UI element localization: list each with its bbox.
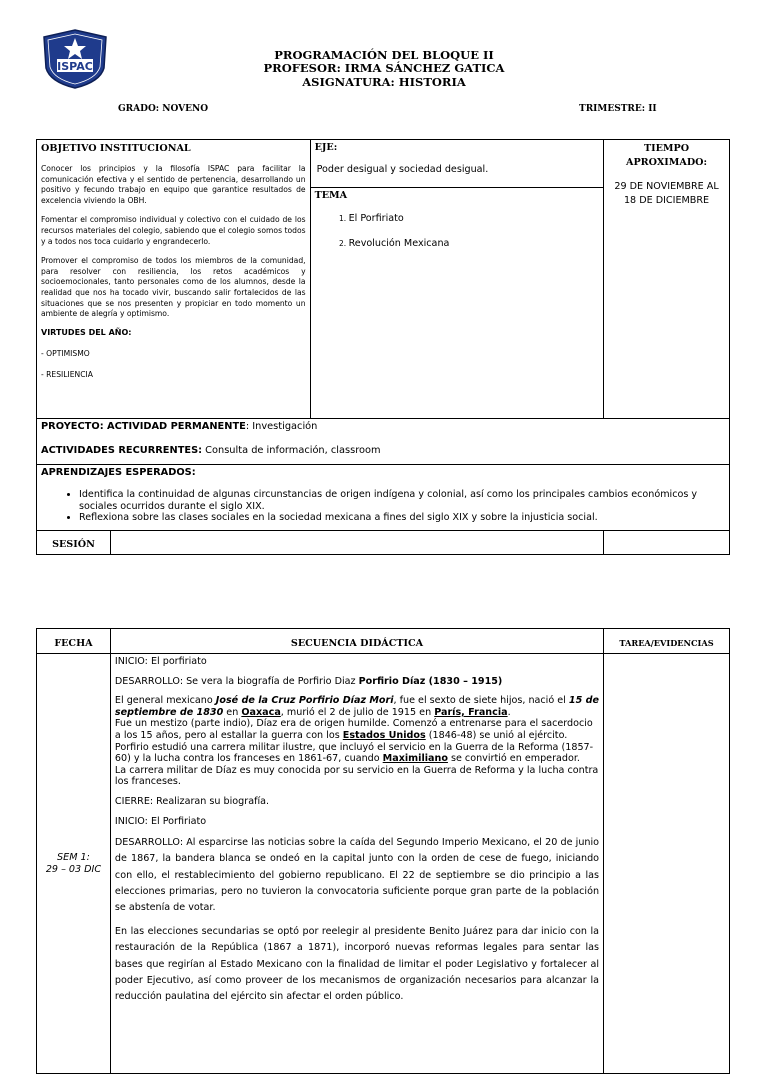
- grado-label: GRADO: NOVENO: [118, 104, 209, 114]
- virtud-resiliencia: - RESILIENCIA: [41, 369, 93, 379]
- bio-paragraph-2: Fue un mestizo (parte indio), Díaz era de origen humilde. Comenzó a entrenarse para el sacerdocio a los 15 años, pero al estallar la guerra con los Estados Unidos (1846-48) se unió al ejército.: [114, 718, 593, 741]
- tiempo-cell: [604, 140, 730, 419]
- col-tarea-label: TAREA/EVIDENCIAS: [619, 638, 714, 648]
- aprendizajes-list: [41, 489, 725, 524]
- desarrollo-2: DESARROLLO: Al esparcirse las noticias sobre la caída del Segundo Imperio Mexicano, el 20 de junio de 1867, la bandera blanca se ondeó en la capital junto con la orden de cese de fuego, iniciando con ello, el restablecimiento del gobierno republicano. El 22 de septiembre se dio principio a las elecciones primarias, pero no tuvieron la convocatoria suficiente porque gran parte de la población se abstenía de votar.: [114, 837, 600, 913]
- bio-paragraph-3: Porfirio estudió una carrera militar ilustre, que incluyó el servicio en la Guerra de la Reforma (1857-60) y la lucha contra los franceses en 1861-67, cuando Maximiliano se convirtió en emperador.: [114, 741, 594, 765]
- fecha-sem: SEM 1:: [57, 851, 90, 863]
- aprendizajes-heading: APRENDIZAJES ESPERADOS:: [41, 467, 196, 478]
- objetivo-heading: OBJETIVO INSTITUCIONAL: [41, 143, 191, 154]
- header-title-1: PROGRAMACIÓN DEL BLOQUE II: [274, 48, 494, 62]
- cierre-1: CIERRE: Realizaran su biografía.: [114, 795, 270, 807]
- actividades-label: ACTIVIDADES RECURRENTES:: [41, 445, 203, 456]
- tiempo-heading-1: TIEMPO: [643, 143, 690, 154]
- sequence-table: [36, 628, 730, 1074]
- proyecto-cell: [37, 419, 730, 465]
- col-tarea-header: [604, 629, 730, 654]
- sesion-cell: [37, 531, 111, 555]
- header-title-2: PROFESOR: IRMA SÁNCHEZ GATICA: [263, 61, 505, 75]
- aprendizaje-item-1: • Identifica la continuidad de algunas circunstancias de origen indígena y colonial, así como los principales cambios económicos y sociales ocurridos durante el siglo XIX.: [79, 489, 725, 512]
- aprendizaje-item-2: • Reflexiona sobre las clases sociales en la sociedad mexicana a fines del siglo XIX y sobre la injusticia social.: [79, 512, 725, 524]
- sesion-empty-cell-2: [604, 531, 730, 555]
- bio-paragraph-4: La carrera militar de Díaz es muy conocida por su servicio en la Guerra de Reforma y la lucha contra los franceses.: [114, 764, 599, 788]
- planning-table: [36, 139, 730, 555]
- col-fecha-header: [37, 629, 111, 654]
- virtud-optimismo: - OPTIMISMO: [41, 348, 90, 358]
- tema-item-revolucion: 2. Revolución Mexicana: [349, 231, 600, 256]
- logo-text: ISPAC: [57, 60, 93, 73]
- col-secuencia-header: [110, 629, 603, 654]
- desarrollo-1: DESARROLLO: Se vera la biografía de Porfirio Diaz Porfirio Díaz (1830 – 1915): [114, 675, 503, 687]
- eje-heading: EJE:: [314, 142, 338, 153]
- tema-section: [311, 188, 604, 258]
- fecha-cell: [37, 654, 111, 1074]
- inicio-2: INICIO: El Porfiriato: [114, 815, 207, 827]
- sesion-label: SESIÓN: [52, 539, 95, 550]
- tiempo-text-1: 29 DE NOVIEMBRE AL: [614, 181, 719, 192]
- tema-list: [315, 206, 600, 256]
- inicio-1: INICIO: El porfiriato: [114, 656, 207, 667]
- objetivo-paragraph-3: Promover el compromiso de todos los miembros de la comunidad, para resolver con resiliencia, los retos académicos y socioemocionales, tanto personales como de los alumnos, desde la realidad que nos ha tocado vivir, buscando salir fortalecidos de las situaciones que se nos presenten y propiciar en todo momento un ambiente de alegría y optimismo.: [41, 256, 306, 319]
- tema-heading: TEMA: [314, 190, 348, 201]
- tarea-cell: [604, 654, 730, 1074]
- objetivo-paragraph-2: Fomentar el compromiso individual y colectivo con el cuidado de los recursos materiales del colegio, sabiendo que el colegio somos todos y a todos nos toca cuidarlo y engrandecerlo.: [41, 215, 306, 246]
- header-title-3: ASIGNATURA: HISTORIA: [302, 75, 466, 89]
- objetivo-paragraph-1: Conocer los principios y la filosofía ISPAC para facilitar la comunicación efectiva y el sentido de pertenencia, desarrollando un positivo y fecundo trabajo en equipo que garantice resultados de excelencia viviendo la OBH.: [41, 164, 306, 205]
- proyecto-value: : Investigación: [245, 421, 318, 432]
- proyecto-label: PROYECTO: ACTIVIDAD PERMANENTE: [41, 421, 246, 432]
- tiempo-heading-2: APROXIMADO:: [626, 157, 708, 168]
- actividades-value: Consulta de información, classroom: [202, 445, 381, 456]
- secuencia-cell: [110, 654, 603, 1074]
- tema-item-porfiriato: 1. El Porfiriato: [349, 206, 600, 231]
- eje-tema-cell: [310, 140, 604, 419]
- virtudes-heading: VIRTUDES DEL AÑO:: [41, 327, 132, 337]
- fecha-range: 29 – 03 DIC: [45, 863, 102, 875]
- bio-paragraph-5: En las elecciones secundarias se optó por reelegir al presidente Benito Juárez para dar inicio con la restauración de la República (1867 a 1871), incorporó nuevas reformas legales para sentar las bases que regirían al Estado Mexicano con la finalidad de limitar el poder Legislativo y fortalecer al poder Ejecutivo, así como proveer de los mecanismos de organización necesarios para alcanzar la reducción paulatina del ejército sin afectar el orden público.: [114, 926, 600, 1002]
- col-secuencia-label: SECUENCIA DIDÁCTICA: [290, 638, 424, 649]
- aprendizajes-cell: [37, 465, 730, 531]
- eje-text: Poder desigual y sociedad desigual.: [316, 164, 489, 175]
- trimestre-label: TRIMESTRE: II: [579, 104, 657, 114]
- objetivo-cell: [37, 140, 311, 419]
- tiempo-text-2: 18 DE DICIEMBRE: [623, 195, 710, 206]
- col-fecha-label: FECHA: [54, 638, 93, 649]
- sesion-empty-cell: [110, 531, 603, 555]
- bio-paragraph-1: El general mexicano José de la Cruz Porfirio Díaz Mori, fue el sexto de siete hijos, nació el 15 de septiembre de 1830 en Oaxaca, murió el 2 de julio de 1915 en París, Francia.: [114, 695, 599, 718]
- eje-section: [311, 140, 604, 188]
